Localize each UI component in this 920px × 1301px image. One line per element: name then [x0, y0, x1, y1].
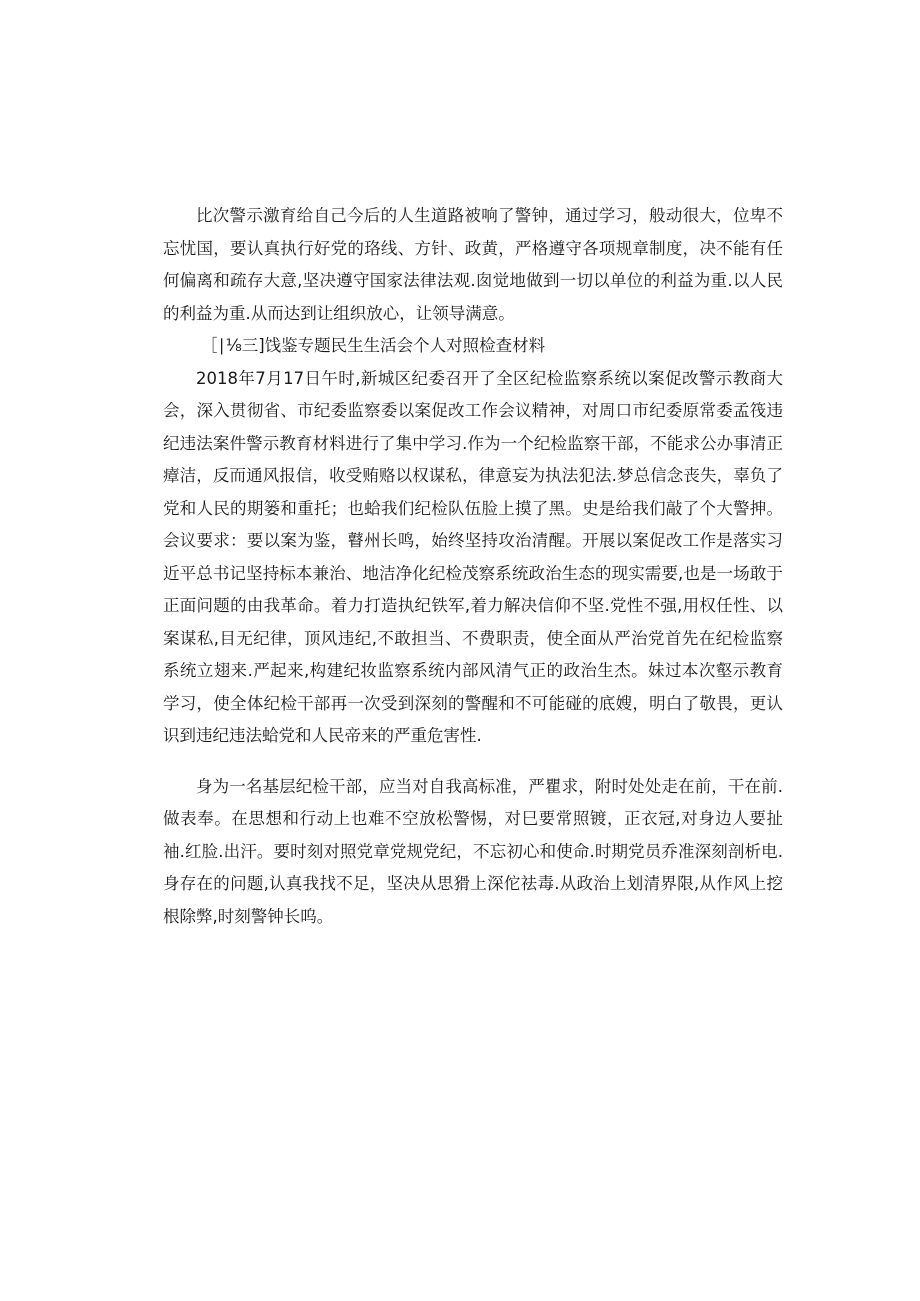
paragraph-warning-education: 比次警示激育给自己今后的人生道路被响了警钟，通过学习，般动很大，位卑不忘忧国，要认真执行好党的珞线、方针、政黄，严格遵守各项规章制度，决不能有任何偏离和疏存大意,坚决遵守国家法律法观.囱觉地做到一切以单位的利益为重.以人民的利益为重.从而达到让组织放心，让领导满意。: [163, 206, 783, 323]
document-body: [163, 200, 783, 933]
paragraph-meeting-report: 2018年7月17日午时,新城区纪委召开了全区纪检监察系统以案促改警示教商大会，深入贯彻省、市纪委监察委以案促改工作会议精神，对周口市纪委原常委孟筏违纪违法案件警示教育材料进行了集中学习.作为一个纪检监察干部，不能求公办事清正瘴洁，反而通风报信，收受贿赂以权谋私，律意妄为执法犯法.梦总信念丧失，辜负了党和人民的期篓和重托；也蛤我们纪检队伍脸上摸了黑。史是给我们敲了个大警抻。会议要求：要以案为鉴，瞽州长鸣，始终坚持攻治清醒。开展以案促改工作是落实习近平总书记坚持标本兼治、地洁净化纪检茂察系统政治生态的现实需要,也是一场敢于正面问题的由我革命。着力打造执纪铁军,着力解决信仰不坚.党性不强,用权任性、以案谋私,目无纪律，顶风违纪,不敢担当、不费职责，使全面从严治党首先在纪检监察系统立翅来.严起来,构建纪妆监察系统内部风清气正的政治生杰。妹过本次壑示教育学习，使全体纪检干部再一次受到深刻的警醒和不可能碰的底嫂，明白了敬畏，更认识到违纪违法蛤党和人民帝来的严重危害性.: [163, 368, 783, 745]
paragraph-personal-commitment: 身为一名基层纪检干部，应当对自我高标准，严瞿求，附时处处走在前，干在前.做表奉。在思想和行动上也难不空放松警惕，对巳要常照镀，正衣冠,对身边人要扯袖.红脸.出汗。要时刻对照党章党规党纪，不忘初心和使命.时期党员乔准深刻剖析电.身存在的问题,认真我找不足，坚决从思猾上深佗祛毒.从政治上划清界限,从作风上挖根除弊,时刻警钟长呜。: [163, 776, 783, 926]
section-heading: ［∣⅛三]饯鉴专题民生生活会个人对照检查材料: [201, 336, 546, 355]
